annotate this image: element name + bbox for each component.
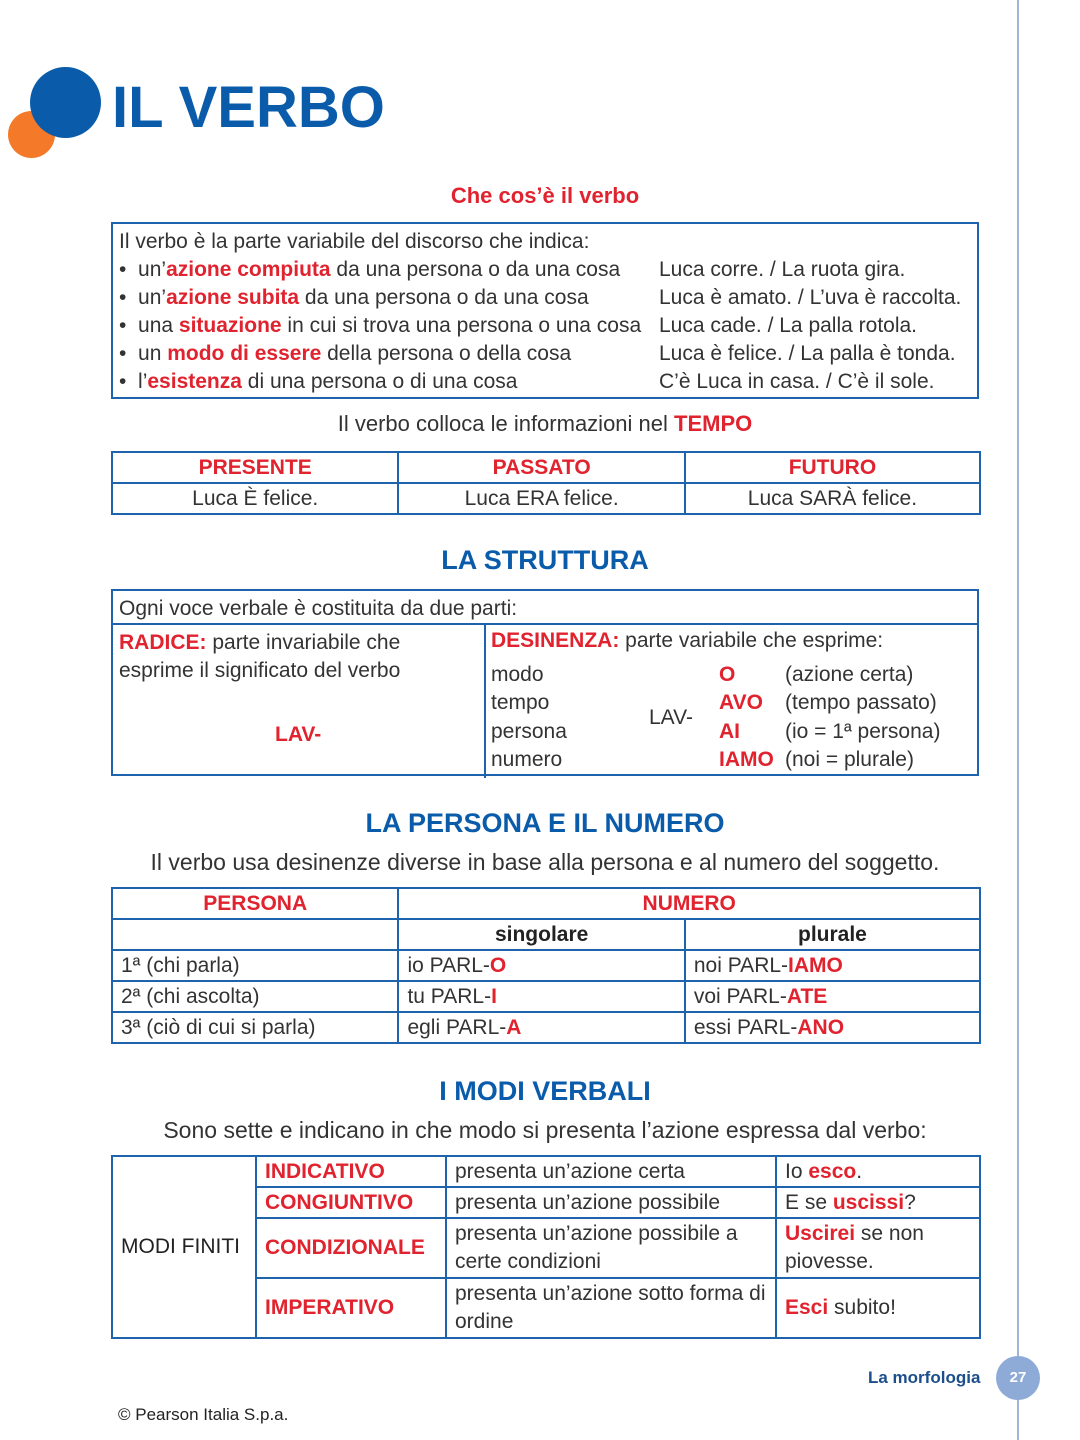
tempo-caption: Il verbo colloca le informazioni nel TEMPO (337, 411, 753, 436)
page-margin-line (1017, 0, 1019, 1440)
blue-circle-icon (30, 67, 101, 138)
ending-note: (tempo passato) (785, 691, 937, 714)
ending: AI (719, 720, 740, 743)
modo-example: Esci subito! (776, 1278, 980, 1338)
aspect-item: tempo (491, 691, 550, 714)
persona-cell: 1ª (chi parla) (112, 950, 398, 981)
singular-cell: tu PARL-I (398, 981, 684, 1012)
copyright: © Pearson Italia S.p.a. (118, 1405, 289, 1424)
modo-name: IMPERATIVO (256, 1278, 446, 1338)
modo-name: CONGIUNTIVO (256, 1187, 446, 1218)
table-row (112, 1156, 980, 1187)
tempo-header: PRESENTE (112, 452, 398, 483)
modo-desc: presenta un’azione possibile a certe condizioni (446, 1218, 776, 1278)
persona-cell: 3ª (ciò di cui si parla) (112, 1012, 398, 1043)
plurale-header: plurale (685, 919, 980, 950)
modi-table (111, 1155, 981, 1339)
radice-example: LAV- (275, 723, 322, 746)
aspect-item: persona (491, 720, 567, 743)
definition-item: • un modo di essere della persona o della cosa (119, 342, 572, 365)
definition-item: • un’azione compiuta da una persona o da una cosa (119, 258, 621, 281)
table-row (112, 1012, 980, 1043)
stem: LAV- (649, 706, 693, 729)
aspect-item: modo (491, 663, 544, 686)
ending: O (719, 663, 736, 686)
definition-item: • una situazione in cui si trova una persona o una cosa (119, 314, 642, 337)
ending-note: (azione certa) (785, 663, 914, 686)
section-label: La morfologia (868, 1368, 981, 1387)
definition-heading: Che cos’è il verbo (450, 183, 640, 208)
divider (484, 623, 486, 778)
persona-table (111, 887, 981, 1044)
struttura-intro: Ogni voce verbale è costituita da due parti: (119, 597, 518, 620)
title-block (8, 64, 428, 164)
page-number: 27 (996, 1356, 1040, 1400)
plural-cell: voi PARL-ATE (685, 981, 980, 1012)
empty-cell (112, 919, 398, 950)
modi-group-label: MODI FINITI (112, 1156, 256, 1338)
radice-definition: RADICE: parte invariabile che esprime il significato del verbo (119, 631, 401, 682)
singular-cell: io PARL-O (398, 950, 684, 981)
definition-box (111, 222, 979, 399)
tempo-example: Luca È felice. (112, 483, 398, 514)
page-title: IL VERBO (112, 75, 385, 140)
persona-heading: LA PERSONA E IL NUMERO (365, 808, 725, 838)
modo-desc: presenta un’azione sotto forma di ordine (446, 1278, 776, 1338)
definition-item: • un’azione subita da una persona o da una cosa (119, 286, 589, 309)
ending-note: (noi = plurale) (785, 748, 914, 771)
tempo-table (111, 451, 981, 515)
plural-cell: essi PARL-ANO (685, 1012, 980, 1043)
singular-cell: egli PARL-A (398, 1012, 684, 1043)
definition-example: Luca è amato. / L’uva è raccolta. (659, 286, 962, 309)
modo-example: Uscirei se non piovesse. (776, 1218, 980, 1278)
definition-example: Luca è felice. / La palla è tonda. (659, 342, 956, 365)
tempo-example: Luca ERA felice. (398, 483, 684, 514)
modo-desc: presenta un’azione possibile (446, 1187, 776, 1218)
singolare-header: singolare (398, 919, 684, 950)
persona-intro: Il verbo usa desinenze diverse in base alla persona e al numero del soggetto. (150, 849, 940, 875)
ending: AVO (719, 691, 763, 714)
persona-header: PERSONA (112, 888, 398, 919)
struttura-heading: LA STRUTTURA (441, 545, 649, 575)
modo-desc: presenta un’azione certa (446, 1156, 776, 1187)
definition-example: Luca cade. / La palla rotola. (659, 314, 918, 337)
modo-name: INDICATIVO (256, 1156, 446, 1187)
desinenza-definition: DESINENZA: parte variabile che esprime: (491, 629, 884, 652)
aspect-item: numero (491, 748, 563, 771)
table-row (112, 950, 980, 981)
struttura-box (111, 589, 979, 776)
ending-note: (io = 1ª persona) (785, 720, 941, 743)
modo-name: CONDIZIONALE (256, 1218, 446, 1278)
definition-item: • l’esistenza di una persona o di una cosa (119, 370, 518, 393)
modi-heading: I MODI VERBALI (439, 1076, 651, 1106)
modo-example: E se uscissi? (776, 1187, 980, 1218)
table-row (112, 981, 980, 1012)
tempo-header: FUTURO (685, 452, 980, 483)
tempo-header: PASSATO (398, 452, 684, 483)
plural-cell: noi PARL-IAMO (685, 950, 980, 981)
divider (113, 623, 977, 625)
modi-intro: Sono sette e indicano in che modo si presenta l’azione espressa dal verbo: (163, 1117, 927, 1143)
definition-example: Luca corre. / La ruota gira. (659, 258, 906, 281)
definition-intro: Il verbo è la parte variabile del discorso che indica: (119, 230, 590, 253)
ending: IAMO (719, 748, 774, 771)
persona-cell: 2ª (chi ascolta) (112, 981, 398, 1012)
modo-example: Io esco. (776, 1156, 980, 1187)
definition-example: C’è Luca in casa. / C’è il sole. (659, 370, 935, 393)
numero-header: NUMERO (398, 888, 980, 919)
tempo-example: Luca SARÀ felice. (685, 483, 980, 514)
